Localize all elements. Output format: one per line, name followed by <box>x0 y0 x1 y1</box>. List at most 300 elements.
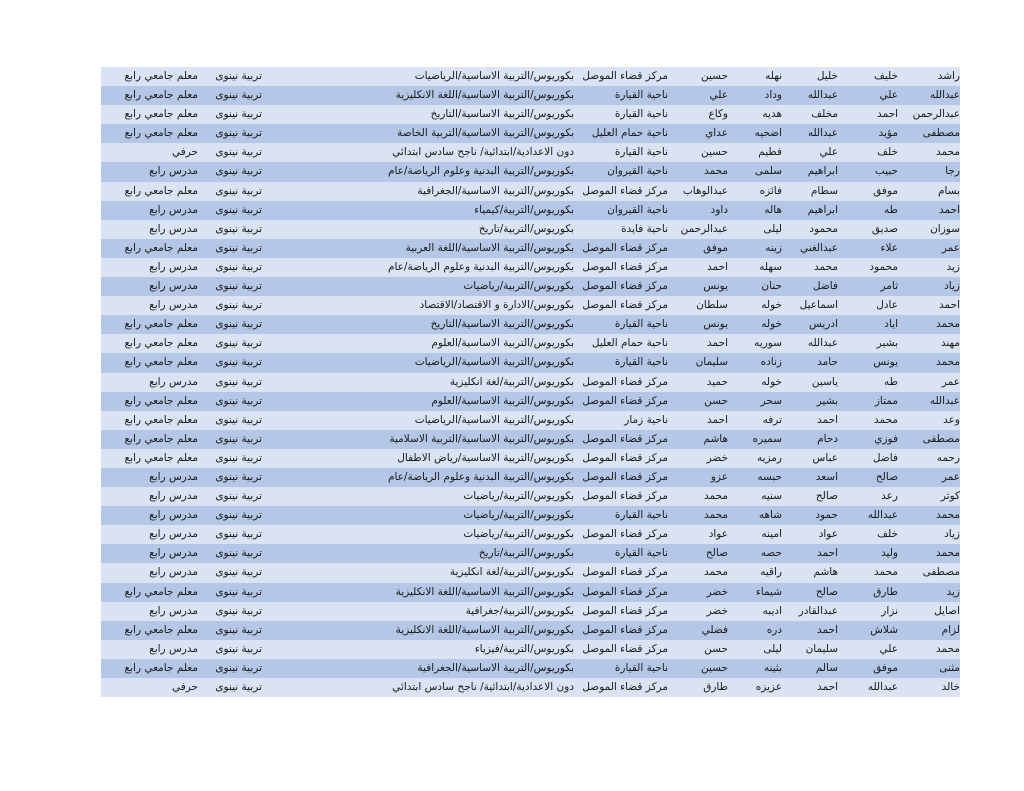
table-cell: بكوريوس/التربية الاساسية/الجغرافية <box>417 661 574 674</box>
table-cell: معلم جامعي رابع <box>124 70 198 82</box>
table-cell: سوريه <box>754 337 782 350</box>
table-row <box>101 143 960 162</box>
table-cell: سلطان <box>696 299 728 312</box>
table-cell: مدرس رابع <box>149 470 198 483</box>
table-cell: مثنى <box>939 661 960 674</box>
table-cell: مدرس رابع <box>149 165 198 178</box>
table-cell: بكوريوس/التربية الاساسية/الجغرافية <box>417 184 574 197</box>
table-cell: خضر <box>706 451 728 464</box>
table-cell: محمد <box>936 356 960 369</box>
table-cell: احمد <box>707 260 728 273</box>
table-row <box>101 296 960 315</box>
table-cell: تربية نينوى <box>215 222 262 235</box>
table-cell: بكوريوس/التربية الاساسية/التاريخ <box>430 108 574 121</box>
table-cell: معلم جامعي رابع <box>124 108 198 121</box>
table-cell: دون الاعدادية/ابتدائية/ ناجح سادس ابتدائي <box>392 681 574 693</box>
table-cell: تربية نينوى <box>215 470 262 483</box>
table-cell: عبدالرحمن <box>680 222 728 235</box>
table-row <box>101 678 960 697</box>
table-cell: معلم جامعي رابع <box>124 661 198 674</box>
table-cell: زيد <box>946 260 960 273</box>
table-cell: ناحية القيارة <box>614 356 668 369</box>
table-cell: تربية نينوى <box>215 432 262 445</box>
table-cell: تربية نينوى <box>215 490 262 503</box>
table-cell: تربية نينوى <box>215 509 262 522</box>
table-cell: عبدالغني <box>799 241 838 254</box>
table-cell: عباس <box>812 451 838 464</box>
table-cell: سحر <box>760 394 782 407</box>
table-cell: بكوريوس/التربية الاساسية/رياض الاطفال <box>397 451 574 464</box>
table-cell: معلم جامعي رابع <box>124 337 198 350</box>
table-row <box>101 315 960 334</box>
table-cell: فوزي <box>874 432 898 445</box>
table-cell: رمزيه <box>756 451 782 464</box>
table-cell: محمد <box>874 566 898 579</box>
table-cell: مركز قضاء الموصل <box>582 280 668 293</box>
table-cell: ناحية حمام العليل <box>591 337 668 350</box>
table-cell: اضحيه <box>754 127 782 140</box>
table-cell: تربية نينوى <box>215 413 262 426</box>
table-cell: محمد <box>936 547 960 560</box>
table-cell: راشد <box>937 70 960 82</box>
table-cell: بكوريوس/التربية/رياضيات <box>463 490 574 503</box>
table-cell: مخلف <box>811 108 838 121</box>
table-cell: بكوريوس/الادارة و الاقتصاد/الاقتصاد <box>419 299 574 312</box>
table-cell: بكوريوس/التربية/لغة انكليزية <box>449 566 574 579</box>
table-cell: محمود <box>809 222 838 235</box>
table-row <box>101 449 960 468</box>
table-cell: عادل <box>876 299 898 312</box>
table-cell: تربية نينوى <box>215 585 262 598</box>
table-cell: امينه <box>761 528 782 541</box>
table-cell: صالح <box>815 490 838 503</box>
table-cell: ليلى <box>763 222 782 235</box>
table-cell: مركز قضاء الموصل <box>582 394 668 407</box>
table-cell: تربية نينوى <box>215 451 262 464</box>
table-cell: بكوريوس/التربية الاساسية/اللغة العربية <box>405 241 574 254</box>
table-cell: هاشم <box>703 432 728 445</box>
table-cell: تربية نينوى <box>215 70 262 82</box>
table-cell: موفق <box>873 184 898 197</box>
table-cell: بكوريوس/التربية/فيزياء <box>474 642 574 655</box>
table-cell: تربية نينوى <box>215 547 262 560</box>
table-row <box>101 124 960 143</box>
table-row <box>101 334 960 353</box>
table-row <box>101 430 960 449</box>
table-cell: فطيم <box>758 146 782 159</box>
table-cell: بكوريوس/التربية الاساسية/التربية الاسلامية <box>389 432 574 445</box>
table-cell: راقيه <box>760 566 782 579</box>
table-cell: صالح <box>875 470 898 483</box>
table-cell: دره <box>766 623 782 636</box>
table-cell: خليف <box>873 70 898 82</box>
table-cell: بكوريوس/التربية الاساسية/الرياضيات <box>414 70 574 82</box>
table-cell: محمد <box>936 146 960 159</box>
table-cell: احمد <box>817 413 838 426</box>
table-cell: مهند <box>940 337 960 350</box>
table-cell: مدرس رابع <box>149 547 198 560</box>
table-cell: معلم جامعي رابع <box>124 432 198 445</box>
table-cell: عبدالقادر <box>798 604 838 617</box>
table-cell: دحام <box>817 432 838 445</box>
table-row <box>101 373 960 392</box>
table-cell: حميد <box>706 375 728 388</box>
table-cell: محمد <box>936 642 960 655</box>
table-cell: سهله <box>759 260 782 273</box>
table-cell: شلاش <box>870 623 898 636</box>
table-cell: معلم جامعي رابع <box>124 623 198 636</box>
table-cell: زيد <box>946 585 960 598</box>
table-cell: معلم جامعي رابع <box>124 89 198 102</box>
table-cell: بكوريوس/التربية البدنية وعلوم الرياضة/عام <box>387 260 574 273</box>
table-cell: مدرس رابع <box>149 604 198 617</box>
table-cell: وكاع <box>708 108 728 121</box>
table-cell: ناحية القيروان <box>607 203 668 216</box>
table-cell: اسعد <box>815 470 838 483</box>
table-cell: بكوريوس/التربية/كيمياء <box>474 203 574 216</box>
table-row <box>101 239 960 258</box>
table-cell: صديق <box>871 222 898 235</box>
table-cell: عبدالله <box>807 337 838 350</box>
table-cell: تربية نينوى <box>215 89 262 102</box>
table-cell: مدرس رابع <box>149 222 198 235</box>
table-cell: تربية نينوى <box>215 681 262 693</box>
table-cell: معلم جامعي رابع <box>124 127 198 140</box>
table-cell: خوله <box>761 318 782 331</box>
table-row <box>101 201 960 220</box>
table-cell: تربية نينوى <box>215 604 262 617</box>
table-row <box>101 659 960 678</box>
table-cell: بكوريوس/التربية الاساسية/التاريخ <box>430 318 574 331</box>
table-cell: بكوريوس/التربية الاساسية/اللغة الانكليزية <box>395 89 574 102</box>
table-cell: سليمان <box>805 642 838 655</box>
table-cell: احمد <box>707 413 728 426</box>
table-cell: مدرس رابع <box>149 203 198 216</box>
table-cell: ناحية القيارة <box>614 318 668 331</box>
table-cell: صالح <box>815 585 838 598</box>
table-cell: خلف <box>877 146 898 159</box>
table-cell: مركز قضاء الموصل <box>582 432 668 445</box>
table-cell: محمد <box>704 490 728 503</box>
table-cell: عمر <box>941 241 960 254</box>
table-cell: مصطفى <box>922 432 960 445</box>
table-cell: معلم جامعي رابع <box>124 318 198 331</box>
table-cell: حنان <box>761 280 782 293</box>
table-cell: بكوريوس/التربية البدنية وعلوم الرياضة/عام <box>387 470 574 483</box>
table-cell: عزو <box>710 470 728 483</box>
table-cell: تربية نينوى <box>215 108 262 121</box>
table-cell: عمر <box>941 375 960 388</box>
table-cell: مركز قضاء الموصل <box>582 375 668 388</box>
table-cell: علي <box>879 89 898 102</box>
table-cell: ليلى <box>763 642 782 655</box>
table-cell: محمد <box>936 509 960 522</box>
table-cell: حسين <box>700 70 728 82</box>
table-cell: ادريس <box>809 318 838 331</box>
table-cell: ناحية القيارة <box>614 509 668 522</box>
table-cell: مصطفى <box>922 127 960 140</box>
table-cell: محمد <box>704 566 728 579</box>
table-cell: داود <box>710 203 728 216</box>
table-cell: معلم جامعي رابع <box>124 394 198 407</box>
table-row <box>101 277 960 296</box>
table-cell: حصه <box>760 547 782 560</box>
table-cell: زينه <box>765 241 782 254</box>
table-row <box>101 487 960 506</box>
table-cell: ناحية القيارة <box>614 661 668 674</box>
table-cell: وداد <box>764 89 782 102</box>
table-cell: محمود <box>869 260 898 273</box>
table-cell: خالد <box>941 681 960 693</box>
table-cell: معلم جامعي رابع <box>124 451 198 464</box>
table-cell: بكوريوس/التربية الاساسية/العلوم <box>431 394 574 407</box>
table-cell: بكوريوس/التربية/تاريخ <box>478 222 574 235</box>
table-cell: يونس <box>703 318 728 331</box>
table-cell: فاضل <box>812 280 838 293</box>
table-cell: محمد <box>874 413 898 426</box>
table-cell: محمد <box>704 165 728 178</box>
table-cell: ناحية القيارة <box>614 89 668 102</box>
table-cell: مركز قضاء الموصل <box>582 184 668 197</box>
table-row <box>101 640 960 659</box>
table-cell: مدرس رابع <box>149 260 198 273</box>
table-cell: احمد <box>817 681 838 693</box>
table-cell: زياد <box>944 280 960 293</box>
table-cell: رجا <box>945 165 960 178</box>
table-cell: تربية نينوى <box>215 566 262 579</box>
table-cell: وليد <box>881 547 898 560</box>
table-cell: معلم جامعي رابع <box>124 585 198 598</box>
table-cell: علي <box>709 89 728 102</box>
table-cell: عواد <box>818 528 838 541</box>
table-cell: رحمه <box>936 451 960 464</box>
table-cell: تربية نينوى <box>215 299 262 312</box>
table-cell: نزار <box>881 604 898 617</box>
table-cell: ياسين <box>811 375 838 388</box>
table-cell: مركز قضاء الموصل <box>582 585 668 598</box>
table-cell: صالح <box>705 547 728 560</box>
table-cell: حرفي <box>171 146 198 159</box>
table-cell: تربية نينوى <box>215 241 262 254</box>
table-cell: ممتاز <box>874 394 898 407</box>
table-cell: ثامر <box>880 280 898 293</box>
table-cell: حسين <box>700 661 728 674</box>
table-cell: ابراهيم <box>807 165 838 178</box>
table-cell: ناحية القيروان <box>607 165 668 178</box>
table-cell: بثينه <box>763 661 782 674</box>
table-cell: طارق <box>873 585 898 598</box>
table-cell: تربية نينوى <box>215 623 262 636</box>
table-cell: مدرس رابع <box>149 299 198 312</box>
table-cell: فائزه <box>759 184 782 197</box>
table-row <box>101 258 960 277</box>
table-cell: تربية نينوى <box>215 127 262 140</box>
table-cell: تربية نينوى <box>215 375 262 388</box>
table-row <box>101 563 960 582</box>
table-cell: بكوريوس/التربية الاساسية/الرياضيات <box>414 356 574 369</box>
table-cell: مدرس رابع <box>149 528 198 541</box>
table-cell: ناحية القيارة <box>614 547 668 560</box>
table-cell: خضر <box>706 604 728 617</box>
table-cell: علي <box>819 146 838 159</box>
table-cell: تربية نينوى <box>215 260 262 273</box>
table-cell: سطام <box>810 184 838 197</box>
table-row <box>101 182 960 201</box>
table-cell: خضر <box>706 585 728 598</box>
table-cell: ترفه <box>762 413 782 426</box>
table-cell: تربية نينوى <box>215 146 262 159</box>
table-cell: طارق <box>703 681 728 693</box>
table-cell: احمد <box>877 108 898 121</box>
table-row <box>101 621 960 640</box>
table-cell: مدرس رابع <box>149 490 198 503</box>
table-cell: ناحية القيارة <box>614 108 668 121</box>
spreadsheet-table <box>101 67 960 697</box>
table-row <box>101 544 960 563</box>
table-row <box>101 525 960 544</box>
table-cell: محمد <box>936 318 960 331</box>
table-cell: مركز قضاء الموصل <box>582 490 668 503</box>
table-cell: عبدالله <box>807 89 838 102</box>
table-cell: موفق <box>703 241 728 254</box>
table-cell: مصطفى <box>922 566 960 579</box>
table-row <box>101 353 960 372</box>
table-cell: معلم جامعي رابع <box>124 356 198 369</box>
table-cell: خليل <box>816 70 838 82</box>
table-cell: بكوريوس/التربية الاساسية/الرياضيات <box>414 413 574 426</box>
table-cell: عبدالله <box>867 509 898 522</box>
table-cell: دون الاعدادية/ابتدائية/ ناجح سادس ابتدائي <box>392 146 574 159</box>
table-cell: بكوريوس/التربية البدنية وعلوم الرياضة/عام <box>387 165 574 178</box>
table-row <box>101 162 960 181</box>
table-cell: مركز قضاء الموصل <box>582 241 668 254</box>
table-cell: حبيب <box>874 165 898 178</box>
table-cell: عبدالله <box>929 89 960 102</box>
table-cell: احمد <box>707 337 728 350</box>
table-cell: علي <box>879 642 898 655</box>
table-cell: حامد <box>817 356 838 369</box>
table-cell: بكوريوس/التربية/رياضيات <box>463 280 574 293</box>
table-cell: بكوريوس/التربية الاساسية/اللغة الانكليزية <box>395 623 574 636</box>
table-cell: تربية نينوى <box>215 203 262 216</box>
table-cell: خلف <box>877 528 898 541</box>
table-cell: مركز قضاء الموصل <box>582 528 668 541</box>
table-cell: مركز قضاء الموصل <box>582 566 668 579</box>
table-cell: ابراهيم <box>807 203 838 216</box>
table-cell: سالم <box>815 661 838 674</box>
table-cell: خوله <box>761 299 782 312</box>
table-cell: بكوريوس/التربية/لغة انكليزية <box>449 375 574 388</box>
table-cell: هاله <box>764 203 782 216</box>
table-row <box>101 506 960 525</box>
table-cell: مركز قضاء الموصل <box>582 451 668 464</box>
table-cell: احمد <box>817 547 838 560</box>
table-cell: حبسه <box>757 470 782 483</box>
table-cell: عبدالله <box>807 127 838 140</box>
table-cell: حمود <box>815 509 838 522</box>
table-cell: محمد <box>814 260 838 273</box>
table-cell: سميره <box>752 432 782 445</box>
table-row <box>101 411 960 430</box>
table-cell: تربية نينوى <box>215 280 262 293</box>
table-cell: مدرس رابع <box>149 280 198 293</box>
table-cell: حسن <box>704 642 728 655</box>
table-cell: بكوريوس/التربية/تاريخ <box>478 547 574 560</box>
table-cell: عبدالله <box>929 394 960 407</box>
table-cell: مدرس رابع <box>149 509 198 522</box>
table-cell: عزيزه <box>755 681 782 693</box>
table-cell: حسن <box>704 394 728 407</box>
table-cell: خوله <box>761 375 782 388</box>
table-cell: سوزان <box>930 222 960 235</box>
table-cell: تربية نينوى <box>215 394 262 407</box>
table-cell: سلمى <box>754 165 782 178</box>
table-cell: سليمان <box>695 356 728 369</box>
table-row <box>101 583 960 602</box>
table-cell: مركز قضاء الموصل <box>582 260 668 273</box>
table-cell: سنيه <box>761 490 782 503</box>
table-cell: هاشم <box>813 566 838 579</box>
table-cell: شيماء <box>755 585 782 598</box>
table-cell: اصايل <box>934 604 960 617</box>
table-cell: مركز قضاء الموصل <box>582 470 668 483</box>
table-cell: مركز قضاء الموصل <box>582 299 668 312</box>
table-cell: مركز قضاء الموصل <box>582 623 668 636</box>
table-cell: فضلي <box>701 623 728 636</box>
table-cell: مركز قضاء الموصل <box>582 642 668 655</box>
table-cell: حرفي <box>171 681 198 693</box>
table-cell: لزام <box>941 623 960 636</box>
table-cell: زناده <box>760 356 782 369</box>
table-row <box>101 105 960 124</box>
table-cell: طه <box>884 375 898 388</box>
table-cell: شاهه <box>758 509 782 522</box>
table-cell: بكوريوس/التربية/جغرافية <box>465 604 574 617</box>
table-cell: بكوريوس/التربية الاساسية/العلوم <box>431 337 574 350</box>
table-row <box>101 67 960 86</box>
table-row <box>101 86 960 105</box>
table-cell: علاء <box>880 241 898 254</box>
table-cell: بكوريوس/التربية الاساسية/اللغة الانكليزية <box>395 585 574 598</box>
table-cell: عمر <box>941 470 960 483</box>
table-cell: بكوريوس/التربية/رياضيات <box>463 509 574 522</box>
table-cell: موفق <box>873 661 898 674</box>
table-cell: ناحية زمار <box>624 413 668 426</box>
table-cell: بكوريوس/التربية/رياضيات <box>463 528 574 541</box>
table-cell: اياد <box>884 318 898 331</box>
table-cell: محمد <box>704 509 728 522</box>
table-cell: معلم جامعي رابع <box>124 184 198 197</box>
table-row <box>101 392 960 411</box>
table-row <box>101 220 960 239</box>
table-cell: معلم جامعي رابع <box>124 241 198 254</box>
table-cell: يونس <box>873 356 898 369</box>
table-cell: تربية نينوى <box>215 661 262 674</box>
table-cell: تربية نينوى <box>215 356 262 369</box>
table-cell: احمد <box>939 203 960 216</box>
table-row <box>101 602 960 621</box>
table-cell: تربية نينوى <box>215 165 262 178</box>
table-cell: زياد <box>944 528 960 541</box>
table-cell: حسين <box>700 146 728 159</box>
table-cell: تربية نينوى <box>215 528 262 541</box>
table-cell: عواد <box>708 528 728 541</box>
table-cell: ناحية حمام العليل <box>591 127 668 140</box>
table-cell: نهله <box>765 70 782 82</box>
table-cell: ناحية فايدة <box>621 222 668 235</box>
table-cell: تربية نينوى <box>215 318 262 331</box>
table-cell: عبدالرحمن <box>912 108 960 121</box>
